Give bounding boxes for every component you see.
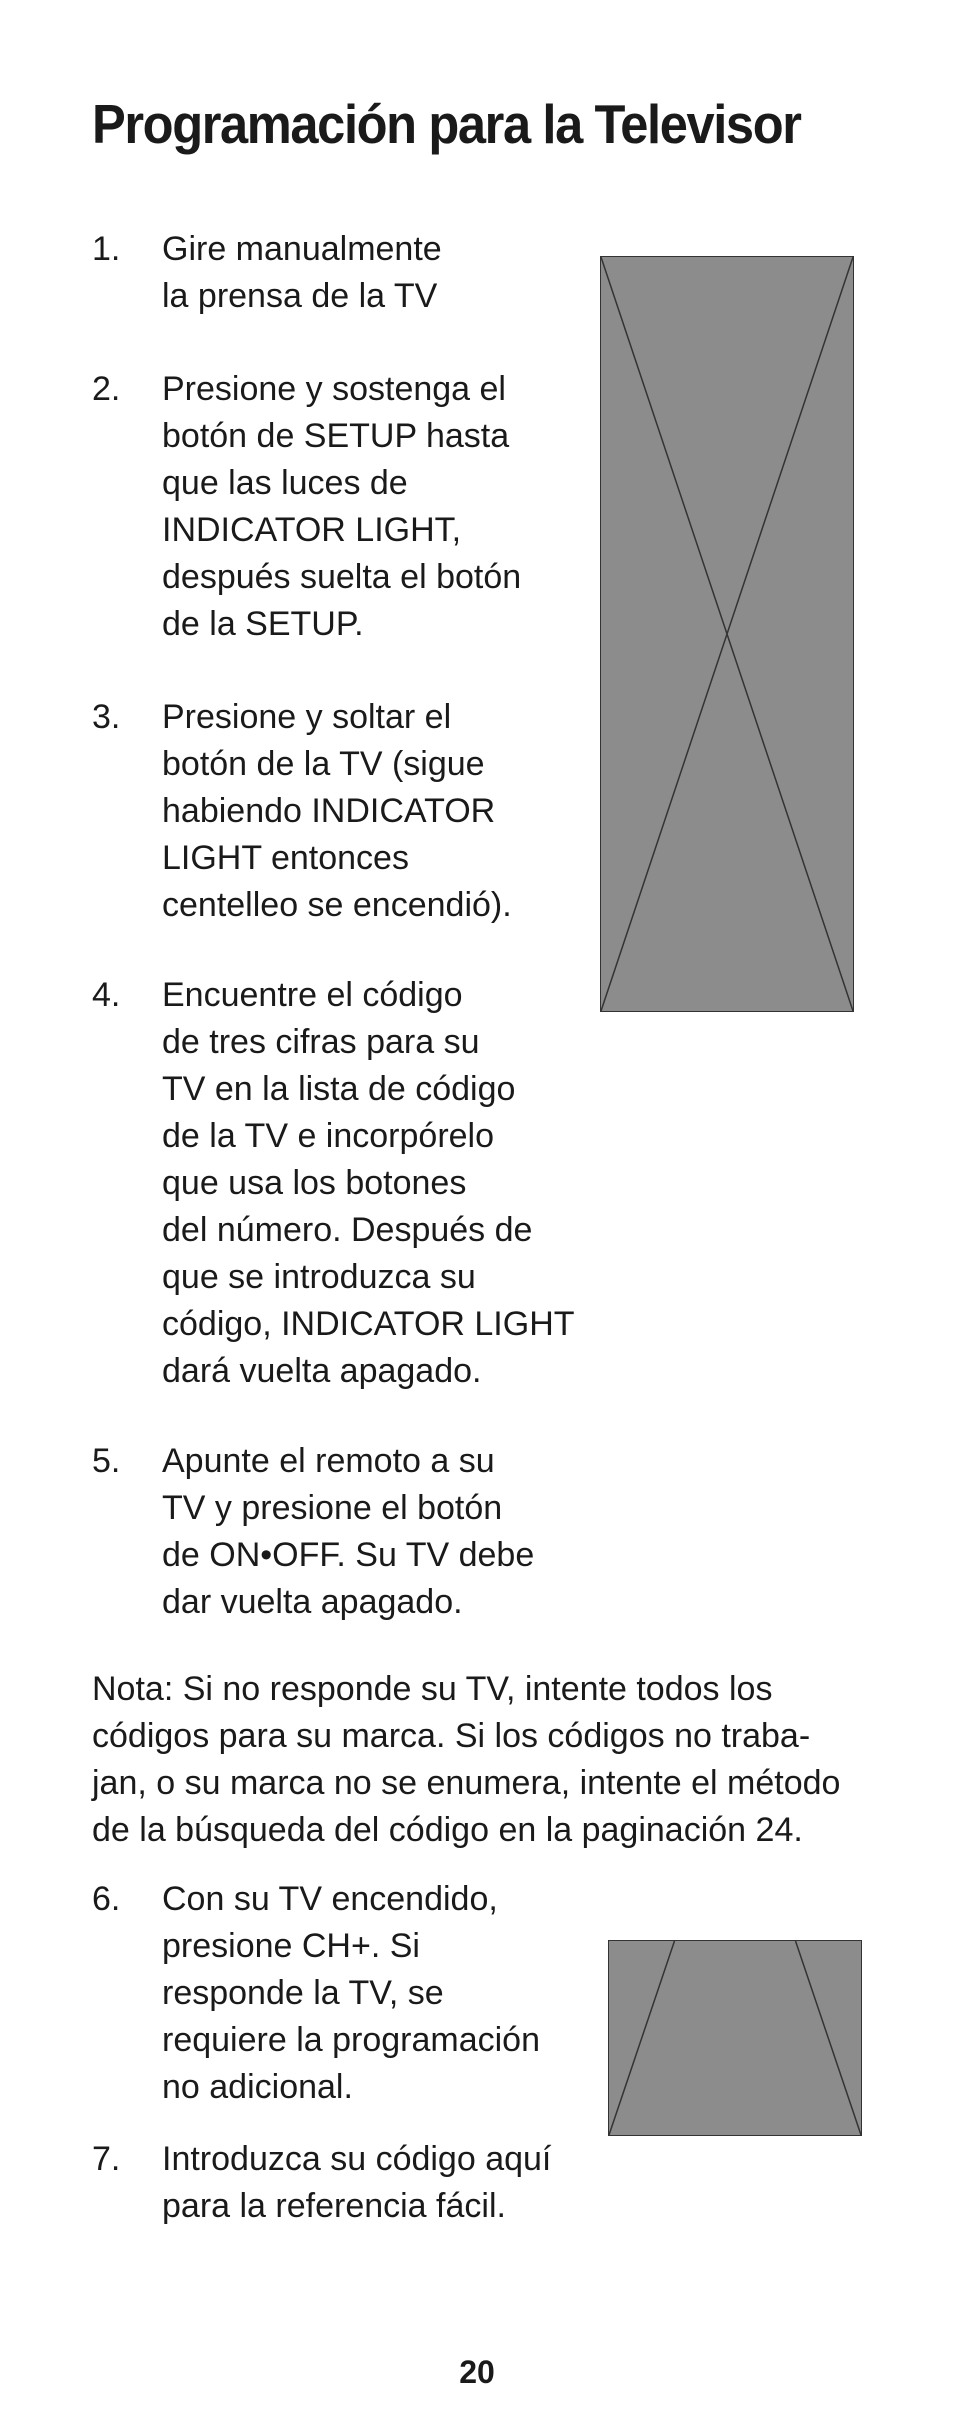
remote-illustration-placeholder	[600, 256, 854, 1012]
step-4	[92, 972, 575, 1395]
step-number: 1.	[92, 230, 121, 268]
step-number: 7.	[92, 2140, 121, 2178]
page-title: Programación para la Televisor	[92, 93, 801, 155]
step-number: 2.	[92, 370, 121, 408]
step-number: 5.	[92, 1442, 121, 1480]
step-text: Introduzca su código aquí para la referencia fácil.	[162, 2140, 552, 2225]
step-text: Apunte el remoto a su TV y presione el botón de ON•OFF. Su TV debe dar vuelta apagado.	[162, 1442, 535, 1621]
placeholder-cross-icon	[601, 257, 853, 1011]
step-text: Encuentre el código de tres cifras para su TV en la lista de código de la TV e incorpórelo que usa los botones del número. Después de que se introduzca su código, INDICATOR LIGHT dará vuelta apagado.	[162, 976, 575, 1390]
step-text: Presione y sostenga el botón de SETUP hasta que las luces de INDICATOR LIGHT, después suelta el botón de la SETUP.	[162, 370, 522, 643]
step-7	[92, 2136, 551, 2230]
placeholder-lines-icon	[609, 1941, 861, 2135]
step-5	[92, 1438, 534, 1626]
step-6	[92, 1876, 540, 2111]
step-number: 6.	[92, 1880, 121, 1918]
note-paragraph: Nota: Si no responde su TV, intente todos los códigos para su marca. Si los códigos no traba- jan, o su marca no se enumera, intente el método de la búsqueda del código en la paginación 24.	[92, 1670, 841, 1849]
page-number: 20	[459, 2354, 495, 2390]
step-text: Gire manualmente la prensa de la TV	[162, 230, 442, 315]
step-number: 3.	[92, 698, 121, 736]
step-text: Presione y soltar el botón de la TV (sigue habiendo INDICATOR LIGHT entonces centelleo se encendió).	[162, 698, 512, 924]
remote-detail-illustration-placeholder	[608, 1940, 862, 2136]
step-1	[92, 226, 442, 320]
step-number: 4.	[92, 976, 121, 1014]
step-3	[92, 694, 512, 929]
step-2	[92, 366, 521, 648]
step-text: Con su TV encendido, presione CH+. Si responde la TV, se requiere la programación no adicional.	[162, 1880, 540, 2106]
